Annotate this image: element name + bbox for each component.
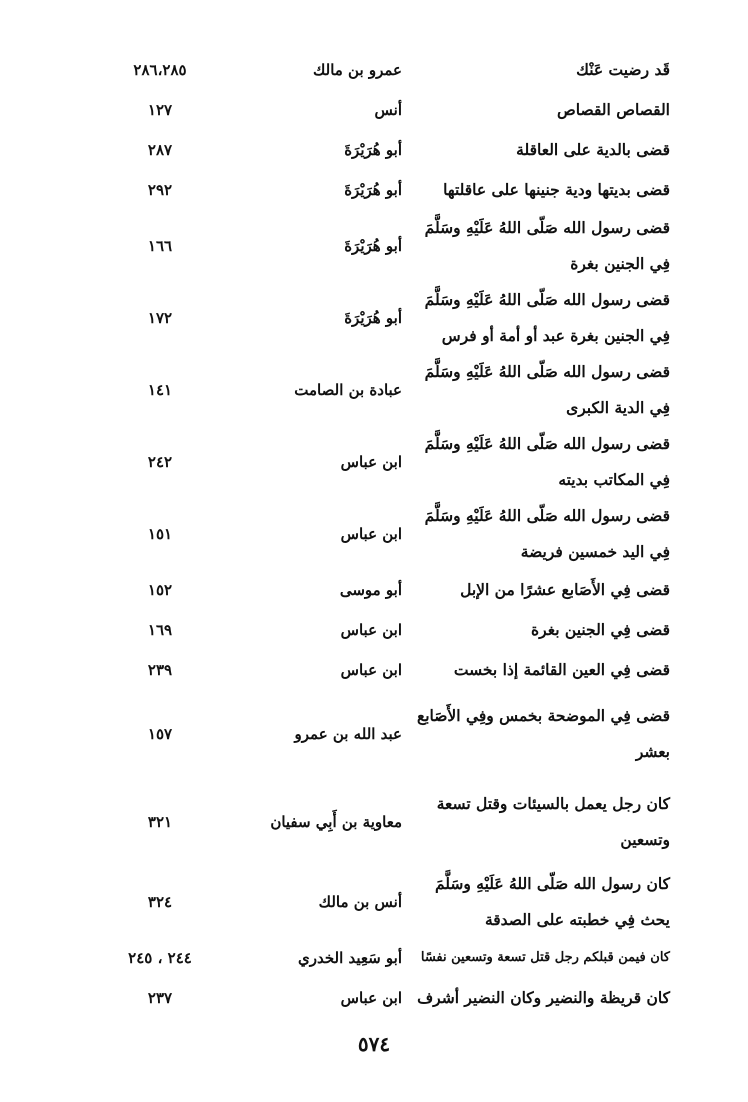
narrator-name: ابن عباس <box>340 621 402 639</box>
index-row <box>90 354 670 426</box>
page-reference: ٣٢٤ <box>147 893 173 911</box>
page-reference: ٢٤٢ <box>147 453 173 471</box>
index-row <box>90 210 670 282</box>
hadith-text: قضى بديتها ودية جنينها على عاقلتها <box>443 180 670 199</box>
page-reference: ١٥٢ <box>147 581 173 599</box>
hadith-text: كان فيمن قبلكم رجل قتل تسعة وتسعين نفسًا <box>420 950 670 965</box>
page-reference: ٢٣٩ <box>147 661 173 679</box>
page-reference: ٢٨٦،٢٨٥ <box>133 61 187 79</box>
narrator-name: أبو سَعِيد الخدري <box>297 949 402 967</box>
narrator-name: عمرو بن مالك <box>313 61 402 79</box>
narrator-name: ابن عباس <box>340 453 402 471</box>
hadith-text: كان قريظة والنضير وكان النضير أشرف <box>417 988 670 1007</box>
page-reference: ٣٢١ <box>147 813 173 831</box>
hadith-text: قضى فِي العين القائمة إذا بخست <box>453 660 670 679</box>
narrator-name: أنس <box>374 101 402 119</box>
narrator-name: عبد الله بن عمرو <box>294 725 402 743</box>
hadith-text: كان رجل يعمل بالسيئات وقتل تسعة وتسعين <box>436 794 670 849</box>
index-row <box>90 90 670 130</box>
hadith-text: قضى فِي الموضحة بخمس وفِي الأَصَابع بعشر <box>416 706 670 761</box>
narrator-name: أبو هُرَيْرَةَ <box>344 181 402 199</box>
page-reference: ١٥٧ <box>147 725 173 743</box>
index-row <box>90 570 670 610</box>
narrator-name: أبو هُرَيْرَةَ <box>344 237 402 255</box>
hadith-index-table <box>90 50 670 1018</box>
page-reference: ١٦٩ <box>147 621 173 639</box>
page-reference: ١٤١ <box>147 381 173 399</box>
hadith-text: كان رسول الله صَلّى اللهُ عَلَيْهِ وسَلَّمَ يحث فِي خطبته على الصدقة <box>434 874 670 929</box>
index-row <box>90 170 670 210</box>
narrator-name: أنس بن مالك <box>318 893 402 911</box>
index-row <box>90 778 670 866</box>
index-row <box>90 130 670 170</box>
hadith-text: قضى فِي الأَصَابع عشرًا من الإبل <box>460 580 670 599</box>
index-row <box>90 650 670 690</box>
index-row <box>90 282 670 354</box>
page-reference: ٢٩٢ <box>147 181 173 199</box>
page-reference: ١٧٢ <box>147 309 173 327</box>
narrator-name: ابن عباس <box>340 661 402 679</box>
hadith-text: قضى رسول الله صَلّى اللهُ عَلَيْهِ وسَلَّمَ فِي الدية الكبرى <box>424 362 670 417</box>
hadith-text: قضى رسول الله صَلّى اللهُ عَلَيْهِ وسَلَّمَ فِي الجنين بغرة <box>424 218 670 273</box>
index-row <box>90 690 670 778</box>
hadith-text: قَد رضيت عَنْك <box>576 60 670 79</box>
index-row <box>90 866 670 938</box>
narrator-name: ابن عباس <box>340 989 402 1007</box>
hadith-text: قضى رسول الله صَلّى اللهُ عَلَيْهِ وسَلَّمَ فِي الجنين بغرة عبد أو أمة أو فرس <box>424 290 670 345</box>
page-reference: ٢٤٤ ، ٢٤٥ <box>128 949 192 967</box>
narrator-name: أبو هُرَيْرَةَ <box>344 309 402 327</box>
page-reference: ٢٨٧ <box>147 141 173 159</box>
index-row <box>90 610 670 650</box>
narrator-name: معاوية بن أَبِي سفيان <box>270 813 402 831</box>
index-row <box>90 938 670 978</box>
narrator-name: عبادة بن الصامت <box>294 381 402 399</box>
narrator-name: أبو موسى <box>339 581 402 599</box>
index-row <box>90 498 670 570</box>
hadith-text: قضى فِي الجنين بغرة <box>531 620 670 639</box>
page-reference: ١٥١ <box>147 525 173 543</box>
hadith-text: قضى رسول الله صَلّى اللهُ عَلَيْهِ وسَلَّمَ فِي المكاتب بديته <box>424 434 670 489</box>
hadith-text: القصاص القصاص <box>557 100 670 119</box>
index-row <box>90 426 670 498</box>
index-row <box>90 978 670 1018</box>
page-reference: ١٦٦ <box>147 237 173 255</box>
narrator-name: أبو هُرَيْرَةَ <box>344 141 402 159</box>
page-reference: ٢٣٧ <box>147 989 173 1007</box>
hadith-text: قضى رسول الله صَلّى اللهُ عَلَيْهِ وسَلَّمَ فِي اليد خمسين فريضة <box>424 506 670 561</box>
narrator-name: ابن عباس <box>340 525 402 543</box>
page-reference: ١٢٧ <box>147 101 173 119</box>
hadith-text: قضى بالدية على العاقلة <box>516 140 670 159</box>
index-row <box>90 50 670 90</box>
page-number: ٥٧٤ <box>357 1032 391 1056</box>
